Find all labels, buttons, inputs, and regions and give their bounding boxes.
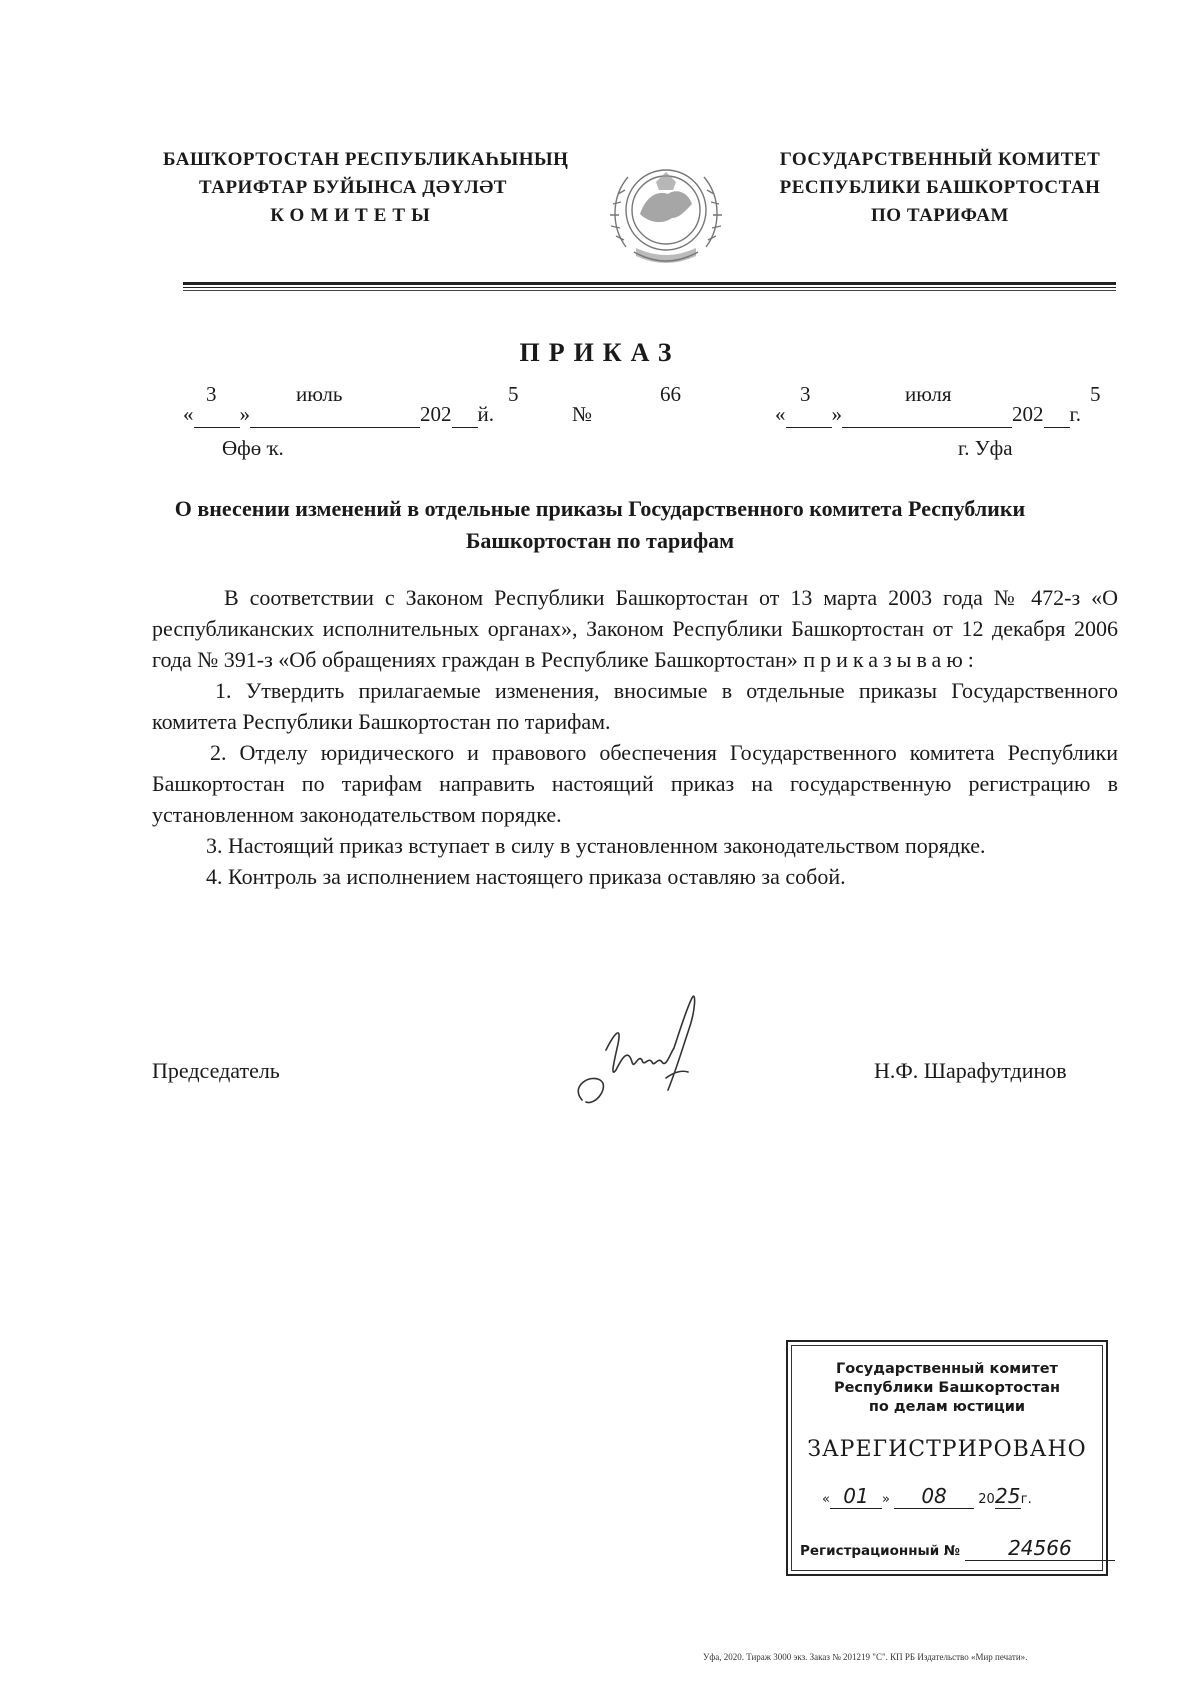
stamp-line-1: Государственный комитет (836, 1361, 1058, 1377)
header-left (163, 146, 569, 230)
stamp-line-2: Республики Башкортостан (833, 1380, 1061, 1396)
date-line-left: « » 202 й. (183, 402, 494, 426)
order-item-4: 4. Контроль за исполнением настоящего приказа оставляю за собой. (206, 864, 846, 889)
header-rule-thick (183, 282, 1116, 285)
header-left-line-2: ТАРИФТАР БУЙЫНСА ДӘҮЛӘТ (199, 177, 507, 198)
date-line-right: « » 202 г. (775, 402, 1081, 426)
date-left-year-digit: 5 (508, 382, 519, 406)
signatory-position: Председатель (152, 1058, 280, 1083)
order-item-1: 1. Утвердить прилагаемые изменения, вносимые в отдельные приказы Государственного комитета Республики Башкортостан по тарифам. (152, 678, 1118, 734)
stamp-year-prefix: 20 (978, 1492, 995, 1507)
stamp-authority (792, 1360, 1102, 1417)
date-right-day: 3 (800, 382, 811, 406)
order-item-3: 3. Настоящий приказ вступает в силу в установленном законодательством порядке. (206, 833, 986, 858)
header-right (755, 146, 1125, 230)
stamp-reg-number-row (800, 1536, 1115, 1561)
coat-of-arms-emblem (606, 152, 726, 276)
print-footer: Уфа, 2020. Тираж 3000 экз. Заказ № 201219 "С". КП РБ Издательство «Мир печати». (703, 1652, 1028, 1662)
stamp-month: 08 (894, 1484, 974, 1509)
preamble-text: В соответствии с Законом Республики Башкортостан от 13 марта 2003 года № 472-з «О республиканских исполнительных органах», Законом Республики Башкортостан от 12 декабря 2006 года № 391-з «Об обращениях граждан в Республике Башкортостан» (152, 585, 1118, 672)
handwritten-signature (570, 990, 720, 1115)
header-rule-hairline (183, 290, 1116, 291)
registration-stamp-inner (791, 1345, 1103, 1571)
order-body (152, 582, 1118, 892)
order-word: приказываю: (803, 647, 979, 672)
header-right-line-1: ГОСУДАРСТВЕННЫЙ КОМИТЕТ (779, 149, 1101, 170)
stamp-year-hand: 25 (995, 1484, 1021, 1508)
date-left-year-suffix: й. (477, 402, 494, 426)
order-subject: О внесении изменений в отдельные приказы Государственного комитета Республики Башкортостан по тарифам (174, 496, 1026, 553)
date-left-month: июль (296, 382, 343, 406)
city-right: г. Уфа (958, 436, 1013, 460)
city-left: Өфө ҡ. (222, 436, 284, 460)
stamp-reg-label: Регистрационный № (800, 1543, 961, 1559)
order-number: 66 (660, 382, 681, 406)
date-right-month: июля (905, 382, 952, 406)
stamp-year-suffix: г. (1020, 1492, 1032, 1507)
preamble-paragraph (152, 582, 1118, 675)
stamp-reg-number: 24566 (965, 1536, 1115, 1561)
date-right-year-digit: 5 (1090, 382, 1101, 406)
number-label: № (572, 402, 593, 426)
date-left-day: 3 (206, 382, 217, 406)
stamp-registered: ЗАРЕГИСТРИРОВАНО (807, 1437, 1087, 1462)
header-right-line-3: ПО ТАРИФАМ (871, 205, 1009, 226)
header-left-line-3: КОМИТЕТЫ (270, 205, 436, 226)
registration-stamp (786, 1340, 1108, 1576)
date-right-year-prefix: 202 (1012, 402, 1044, 426)
stamp-date: « 01 » 08 2025г. (822, 1484, 1032, 1508)
stamp-day: 01 (830, 1484, 882, 1509)
header-left-line-1: БАШҠОРТОСТАН РЕСПУБЛИКАҺЫНЫҢ (163, 149, 569, 170)
stamp-line-3: по делам юстиции (868, 1399, 1026, 1415)
signatory-name: Н.Ф. Шарафутдинов (874, 1058, 1067, 1083)
date-left-year-prefix: 202 (420, 402, 452, 426)
document-title: ПРИКАЗ (519, 338, 681, 367)
date-right-year-suffix: г. (1069, 402, 1081, 426)
order-item-2: 2. Отделу юридического и правового обеспечения Государственного комитета Республики Башкортостан по тарифам направить настоящий приказ на государственную регистрацию в установленном законодательством порядке. (152, 740, 1118, 827)
header-rule-thin (183, 287, 1116, 288)
header-right-line-2: РЕСПУБЛИКИ БАШКОРТОСТАН (779, 177, 1101, 198)
